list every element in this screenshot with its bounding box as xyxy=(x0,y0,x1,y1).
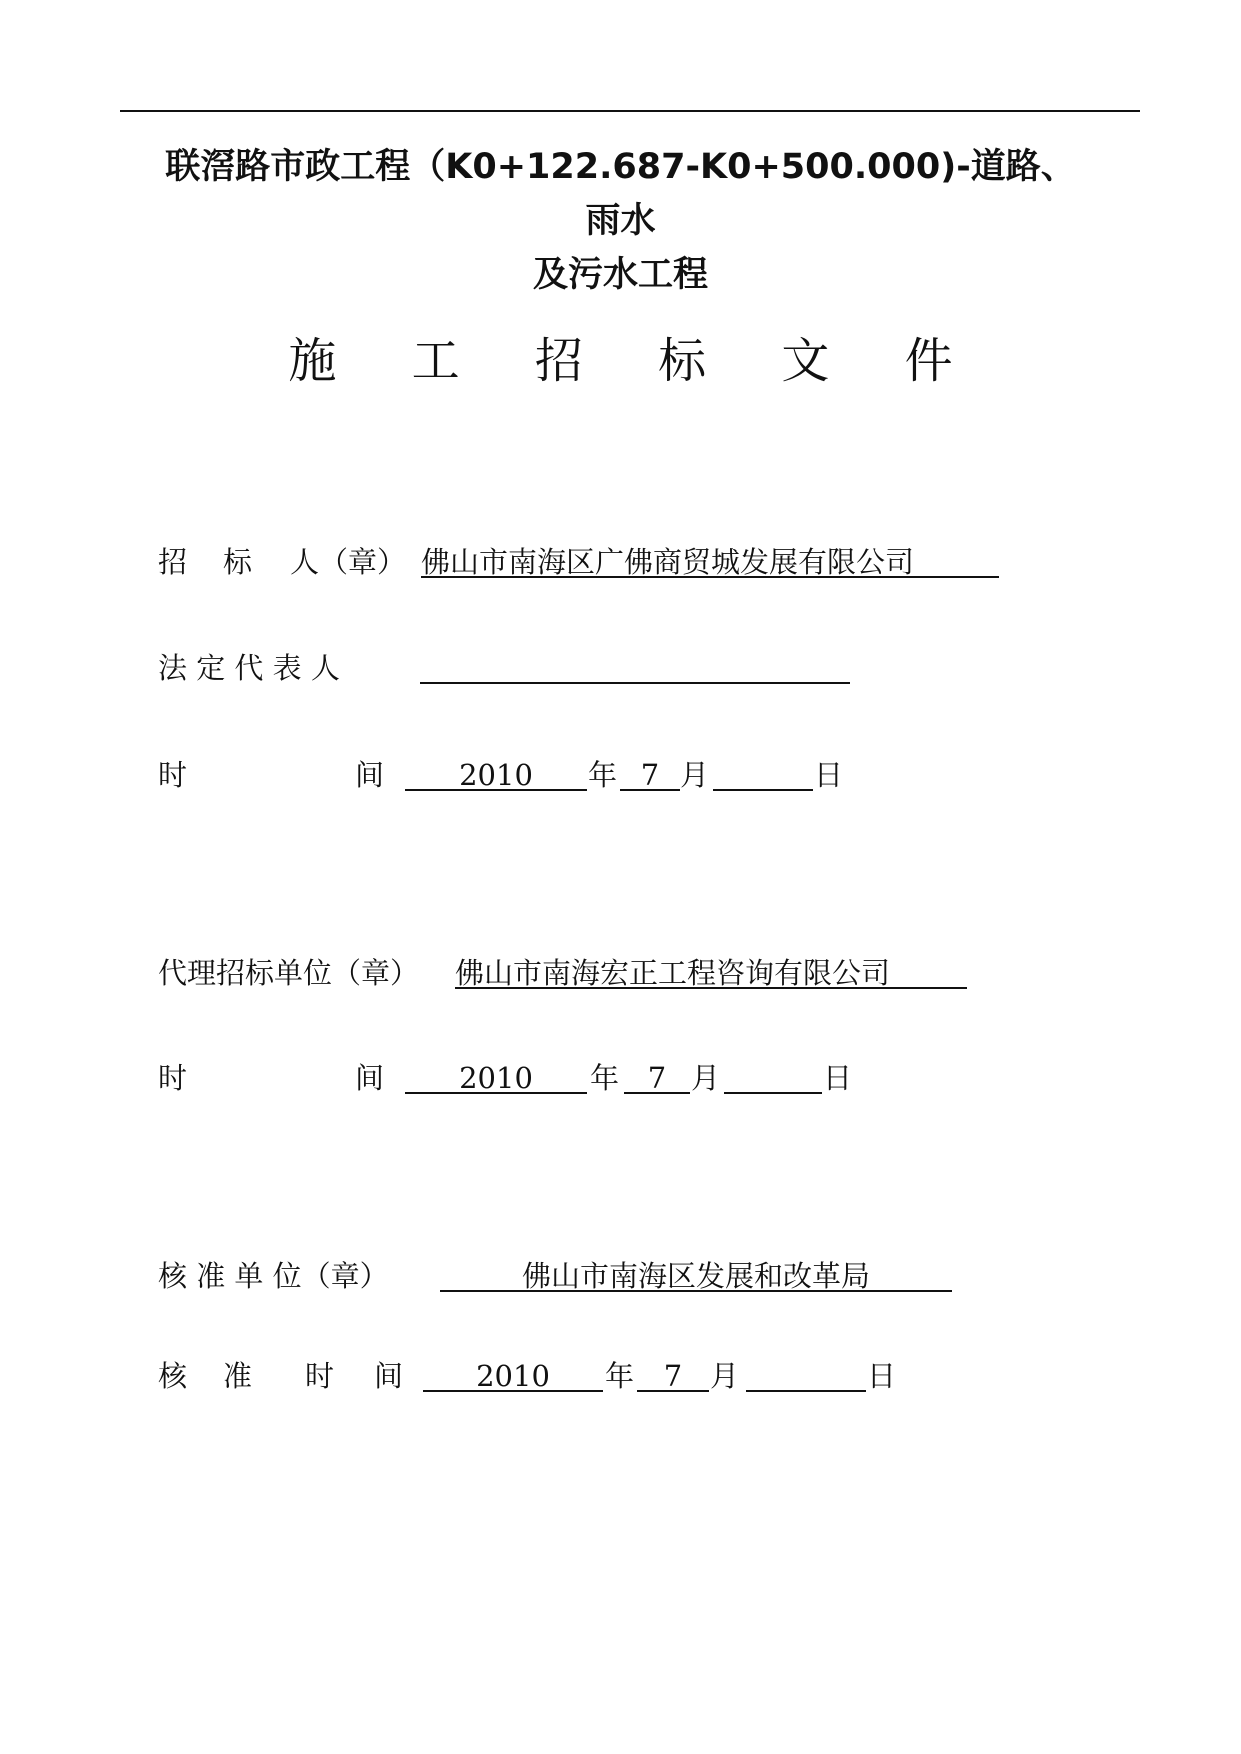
tender-day-unit: 日 xyxy=(814,758,844,792)
approval-day-unit: 日 xyxy=(867,1359,897,1393)
agent-date-label-b: 间 xyxy=(355,1061,385,1095)
agent-month: 7 xyxy=(624,1058,690,1094)
tender-month: 7 xyxy=(620,755,680,791)
header-rule xyxy=(120,110,1140,112)
approval-date-label-d: 间 xyxy=(374,1359,404,1393)
agent-month-unit: 月 xyxy=(691,1061,721,1095)
agent-name: 佛山市南海宏正工程咨询有限公司 xyxy=(455,953,967,989)
agent-year: 2010 xyxy=(405,1058,587,1094)
tenderer-name: 佛山市南海区广佛商贸城发展有限公司 xyxy=(421,542,999,578)
approval-date-label-b: 准 xyxy=(223,1359,253,1393)
legal-rep-field xyxy=(420,648,850,684)
tenderer-label-b: 标 xyxy=(223,545,253,579)
agent-date-label-a: 时 xyxy=(158,1061,188,1095)
tender-day xyxy=(713,755,813,791)
project-title-line2: 及污水工程 xyxy=(532,255,708,295)
legal-rep-label: 法 定 代 表 人 xyxy=(158,651,340,685)
approval-year-unit: 年 xyxy=(605,1359,635,1393)
tender-date-label-b: 间 xyxy=(355,758,385,792)
tenderer-label-a: 招 xyxy=(158,545,188,579)
project-title xyxy=(150,140,1091,302)
agent-year-unit: 年 xyxy=(590,1061,620,1095)
agent-label: 代理招标单位（章） xyxy=(158,956,420,990)
approval-day xyxy=(746,1356,866,1392)
approval-month: 7 xyxy=(637,1356,709,1392)
approval-month-unit: 月 xyxy=(710,1359,740,1393)
approver-name: 佛山市南海区发展和改革局 xyxy=(440,1256,952,1292)
approver-label: 核 准 单 位（章） xyxy=(158,1259,389,1293)
tender-year: 2010 xyxy=(405,755,587,791)
agent-day-unit: 日 xyxy=(823,1061,853,1095)
approval-year: 2010 xyxy=(423,1356,603,1392)
approval-date-label-a: 核 xyxy=(158,1359,188,1393)
tenderer-label-c: 人（章） xyxy=(290,545,407,579)
tender-date-label-a: 时 xyxy=(158,758,188,792)
tender-year-unit: 年 xyxy=(588,758,618,792)
project-title-line1: 联滘路市政工程（K0+122.687-K0+500.000)-道路、雨水 xyxy=(165,147,1076,241)
document-title: 施 工 招 标 文 件 xyxy=(288,333,983,389)
tender-month-unit: 月 xyxy=(680,758,710,792)
approval-date-label-c: 时 xyxy=(305,1359,335,1393)
agent-day xyxy=(724,1058,822,1094)
